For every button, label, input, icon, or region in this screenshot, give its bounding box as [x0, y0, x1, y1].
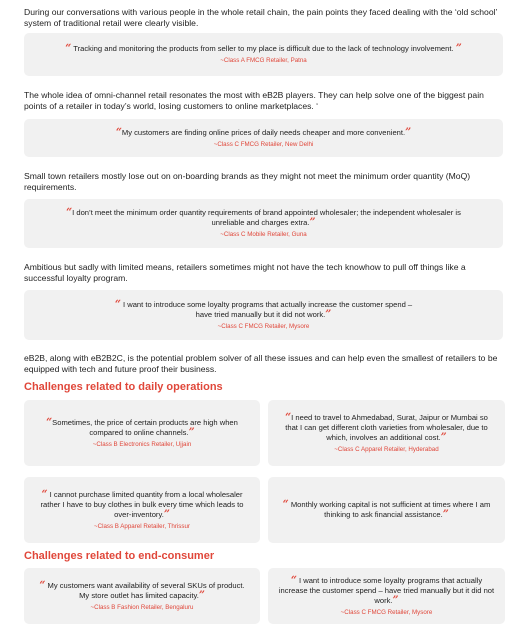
quote-text: “ Tracking and monitoring the products from seller to my place is difficult due to the lack of technology involvement. ”: [65, 42, 462, 54]
quote-source: ~Class C FMCG Retailer, Mysore: [217, 322, 310, 330]
quote-source: ~Class C Apparel Retailer, Hyderabad: [334, 445, 439, 453]
consumer-card-2: [268, 568, 505, 624]
ops-card-3: [24, 477, 260, 543]
quote-source: ~Class C FMCG Retailer, Mysore: [340, 608, 433, 616]
open-quote-icon: “: [115, 125, 122, 138]
paragraph-moq: Small town retailers mostly lose out on on-boarding brands as they might not meet the minimum order quantity (MoQ) requirements.: [24, 171, 471, 193]
quote-text: “Sometimes, the price of certain products are high when compared to online channels.”: [46, 415, 238, 438]
quote-source: ~Class C Mobile Retailer, Guna: [220, 231, 307, 238]
close-quote-icon: ”: [188, 425, 195, 438]
close-quote-icon: ”: [442, 508, 449, 520]
quote-card-2: [24, 119, 503, 157]
quote-text: “I need to travel to Ahmedabad, Surat, Jaipur or Mumbai so that I can get different cloth varieties from wholesaler, due to which, involves an additional cost.”: [285, 410, 488, 443]
open-quote-icon: “: [114, 297, 121, 310]
paragraph-loyalty: Ambitious but sadly with limited means, retailers sometimes might not have the tech knowhow to pull off things like a successful loyalty program.: [24, 262, 466, 284]
quote-text: “ I want to introduce some loyalty programs that actually increase the customer spend – have tried manually but it did not work.”: [278, 573, 495, 606]
close-quote-icon: ”: [163, 507, 170, 520]
open-quote-icon: “: [65, 42, 72, 54]
open-quote-icon: “: [46, 415, 53, 428]
quote-text: “ I cannot purchase limited quantity from a local wholesaler rather I have to buy clothes in bulk every time which leads to over-inventory.”: [40, 487, 244, 520]
quote-card-4: [24, 290, 503, 340]
ops-card-4: [268, 477, 505, 543]
close-quote-icon: ”: [392, 593, 399, 606]
quote-card-3: [24, 199, 503, 248]
quote-text: “My customers are finding online prices of daily needs cheaper and more convenient.”: [115, 125, 412, 138]
close-quote-icon: ”: [325, 307, 332, 320]
close-quote-icon: ”: [455, 42, 462, 54]
ops-card-1: [24, 400, 260, 466]
open-quote-icon: “: [41, 487, 48, 500]
consumer-card-1: [24, 568, 260, 624]
quote-source: ~Class A FMCG Retailer, Patna: [220, 57, 307, 64]
close-quote-icon: ”: [198, 588, 205, 601]
open-quote-icon: “: [39, 578, 46, 591]
quote-source: ~Class B Apparel Retailer, Thrissur: [93, 522, 190, 530]
paragraph-solution: eB2B, along with eB2B2C, is the potential problem solver of all these issues and can help even the smallest of retailers to be equipped with tech and future proof their business.: [24, 353, 498, 375]
close-quote-icon: ”: [405, 125, 412, 138]
ops-card-2: [268, 400, 505, 466]
open-quote-icon: “: [66, 206, 73, 218]
close-quote-icon: ”: [309, 216, 316, 228]
quote-text: “ I want to introduce some loyalty programs that actually increase the customer spend – have tried manually but it did not work.”: [114, 297, 413, 320]
quote-source: ~Class C FMCG Retailer, New Delhi: [213, 140, 314, 148]
open-quote-icon: “: [290, 573, 297, 586]
quote-text: “ My customers want availability of several SKUs of product. My store outlet has limited capacity.”: [39, 578, 245, 601]
quote-source: ~Class B Fashion Retailer, Bengaluru: [90, 603, 194, 611]
paragraph-omni-channel: The whole idea of omni-channel retail resonates the most with eB2B players. They can help solve one of the biggest pain points of a retailer in today’s world, losing customers to online marketplaces. ‘: [24, 90, 484, 112]
open-quote-icon: “: [282, 498, 289, 510]
quote-card-1: [24, 33, 503, 76]
open-quote-icon: “: [285, 410, 292, 423]
quote-source: ~Class B Electronics Retailer, Ujjain: [92, 440, 192, 448]
intro-paragraph: During our conversations with various people in the whole retail chain, the pain points they faced dealing with the ‘old school’ system of traditional retail were clearly visible.: [24, 7, 498, 29]
close-quote-icon: ”: [440, 430, 447, 443]
heading-daily-operations: Challenges related to daily operations: [24, 381, 223, 393]
quote-text: “I don’t meet the minimum order quantity requirements of brand appointed wholesaler; the independent wholesaler is unreliable and charges extra.”: [66, 206, 461, 228]
quote-text: “ Monthly working capital is not sufficient at times where I am thinking to ask financial assistance.”: [282, 498, 491, 520]
heading-end-consumer: Challenges related to end-consumer: [24, 550, 215, 562]
